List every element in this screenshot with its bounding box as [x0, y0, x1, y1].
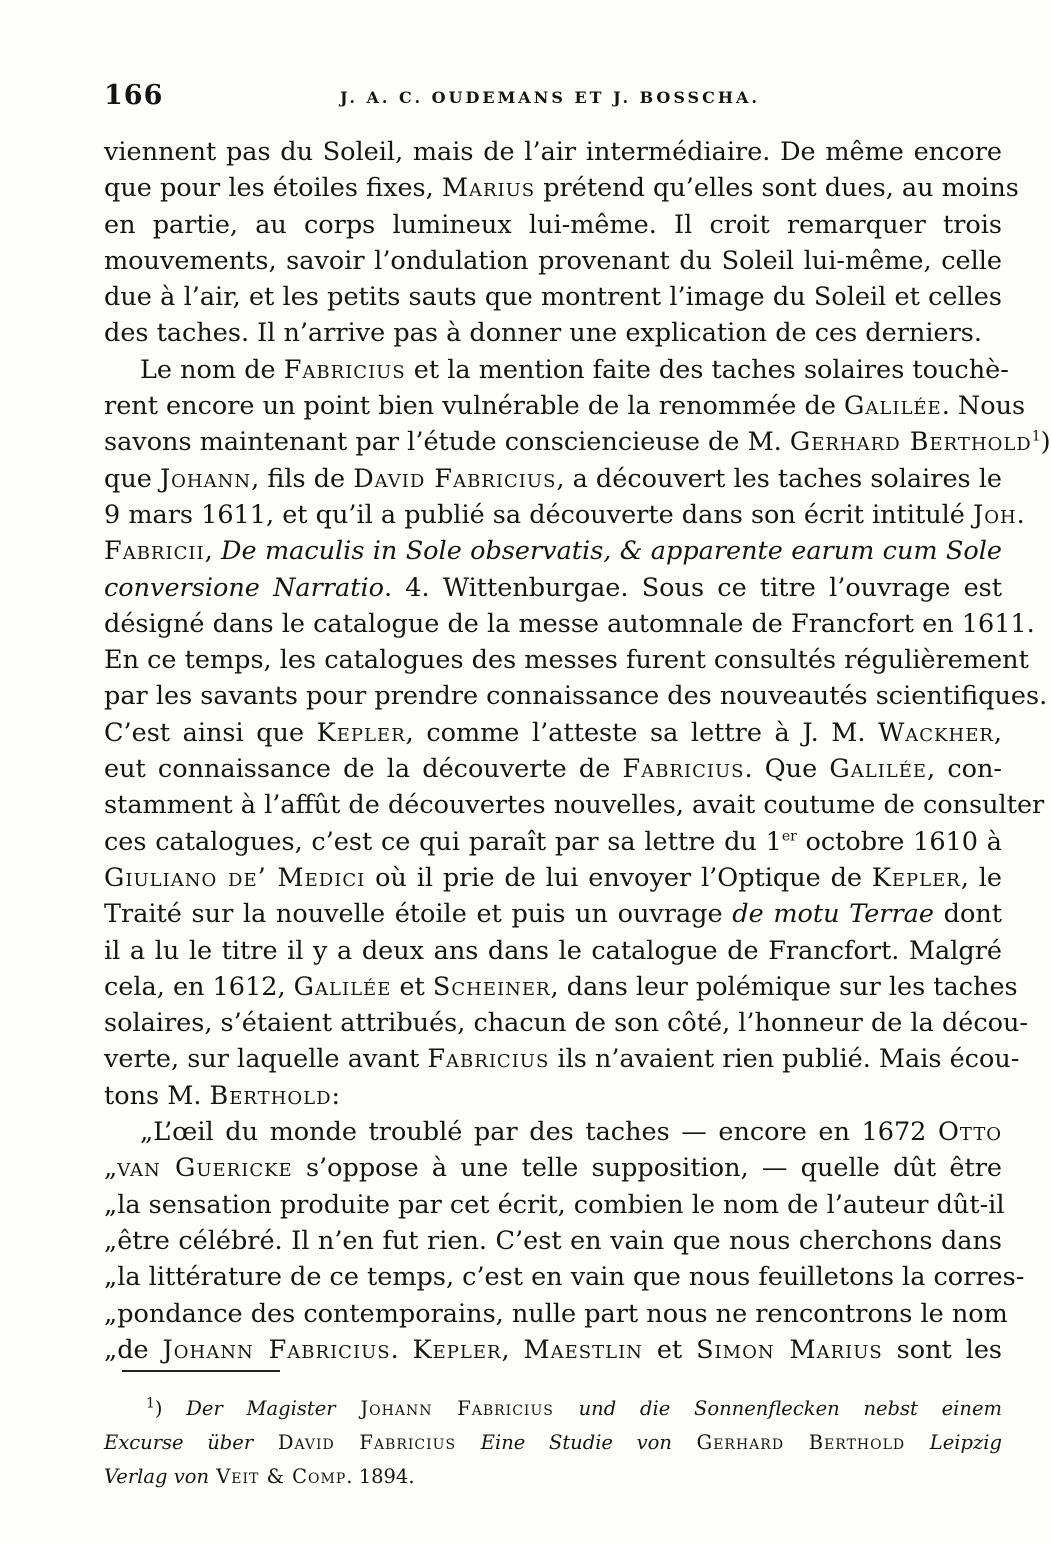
text-line: ces catalogues, c’est ce qui paraît par sa lettre du 1er octobre 1610 à	[104, 826, 1002, 857]
quote-line: „pondance des contemporains, nulle part nous ne rencontrons le nom	[104, 1298, 1008, 1329]
quote-line: „L’œil du monde troublé par des taches — encore en 1672 Otto	[140, 1117, 1002, 1148]
body-text	[104, 134, 1051, 1368]
page-number: 166	[104, 80, 164, 111]
author-name: Galilée	[829, 754, 928, 785]
author-name: Berthold	[209, 1080, 332, 1111]
text-line: en partie, au corps lumineux lui-même. Il croit remarquer trois	[104, 209, 1002, 240]
footnote	[104, 1392, 1002, 1494]
text-line: il a lu le titre il y a deux ans dans le catalogue de Francfort. Malgré	[104, 935, 1002, 966]
text-line: Giuliano de’ Medici où il prie de lui envoyer l’Optique de Kepler, le	[104, 862, 1002, 893]
footnote-rule	[122, 1370, 280, 1372]
text-line: mouvements, savoir l’ondulation provenant du Soleil lui-même, celle	[104, 245, 1002, 276]
text-line: due à l’air, et les petits sauts que montrent l’image du Soleil et celles	[104, 282, 1002, 313]
text-line: cela, en 1612, Galilée et Scheiner, dans leur polémique sur les taches	[104, 971, 1018, 1002]
author-name: Galilée	[844, 391, 942, 422]
author-name: Kepler	[316, 717, 406, 748]
author-name: David Fabricius	[253, 1431, 481, 1454]
quote-line: „van Guericke s’oppose à une telle supposition, — quelle dût être	[104, 1153, 1002, 1184]
text-line: Le nom de Fabricius et la mention faite des taches solaires touchè-	[140, 354, 1009, 385]
author-name: Galilée	[293, 971, 392, 1002]
text-line: tons M. Berthold:	[104, 1080, 341, 1111]
text-line: solaires, s’étaient attribués, chacun de son côté, l’honneur de la décou-	[104, 1008, 1029, 1039]
author-name: Fabricius	[283, 354, 406, 385]
text-line: 9 mars 1611, et qu’il a publié sa découverte dans son écrit intitulé Joh.	[104, 499, 1026, 530]
text-line: rent encore un point bien vulnérable de la renommée de Galilée. Nous	[104, 391, 1026, 422]
book-title: De maculis in Sole observatis, & apparente earum cum Sole	[221, 536, 1002, 567]
author-name: Otto	[937, 1117, 1002, 1148]
text-line: que Johann, fils de David Fabricius, a découvert les taches solaires le	[104, 463, 1002, 494]
footnote-ref: 1	[1031, 428, 1041, 445]
text-line: stamment à l’affût de découvertes nouvelles, avait coutume de consulter	[104, 790, 1045, 821]
quote-line: „de Johann Fabricius. Kepler, Maestlin et Simon Marius sont les	[104, 1334, 1002, 1365]
author-name: Kepler	[871, 862, 961, 893]
text-line: des taches. Il n’arrive pas à donner une explication de ces derniers.	[104, 318, 982, 349]
text-line: eut connaissance de la découverte de Fabricius. Que Galilée, con-	[104, 754, 1003, 785]
text-line: viennent pas du Soleil, mais de l’air intermédiaire. De même encore	[104, 137, 1002, 167]
footnote-line: $^1$) Der Magister Johann Fabricius und die Sonnenflecken nebst einem	[146, 1395, 1002, 1420]
text-line: que pour les étoiles fixes, Marius prétend qu’elles sont dues, au moins	[104, 173, 1019, 204]
footnote-marker: 1	[146, 1395, 155, 1412]
running-head: J. A. C. OUDEMANS ET J. BOSSCHA.	[340, 88, 760, 107]
author-name: Wackher	[878, 717, 994, 748]
author-name: Joh.	[972, 499, 1026, 530]
author-name: Scheiner	[432, 971, 551, 1002]
author-name: Fabricii	[104, 536, 205, 567]
author-name: Fabricius	[622, 754, 745, 785]
superscript: er	[781, 828, 797, 845]
footnote-line: Verlag von Veit & Comp. 1894.	[104, 1465, 415, 1488]
book-title: conversione Narratio	[104, 572, 384, 603]
text-line: En ce temps, les catalogues des messes furent consultés régulièrement	[104, 645, 1029, 676]
text-line: savons maintenant par l’étude consciencieuse de M. Gerhard Berthold$^1$)	[104, 427, 1051, 458]
footnote-line: Excurse über David Fabricius Eine Studie von Gerhard Berthold Leipzig	[104, 1431, 1002, 1454]
author-name: Maestlin	[523, 1334, 643, 1365]
author-name: Simon Marius	[696, 1334, 883, 1365]
author-name: Marius	[441, 173, 536, 204]
quote-line: „la sensation produite par cet écrit, combien le nom de l’auteur dût-il	[104, 1189, 1005, 1220]
text-line: désigné dans le catalogue de la messe automnale de Francfort en 1611.	[104, 608, 1035, 639]
author-name: Gerhard Berthold	[789, 427, 1032, 458]
text-line: Fabricii, De maculis in Sole observatis, & apparente earum cum Sole	[104, 536, 1002, 567]
text-line: Traité sur la nouvelle étoile et puis un ouvrage de motu Terrae dont	[104, 899, 1002, 930]
author-name: Kepler	[412, 1334, 502, 1365]
text-line: verte, sur laquelle avant Fabricius ils n’avaient rien publié. Mais écou-	[104, 1044, 1020, 1075]
author-name: Johann	[159, 463, 252, 494]
text-line: par les savants pour prendre connaissance des nouveautés scientifiques.	[104, 681, 1048, 712]
book-title: de motu Terrae	[732, 899, 934, 930]
author-name: van Guericke	[117, 1153, 293, 1184]
quote-line: „la littérature de ce temps, c’est en vain que nous feuilletons la corres-	[104, 1262, 1025, 1293]
author-name: Fabricius	[427, 1044, 550, 1075]
author-name: Giuliano de’ Medici	[104, 862, 366, 893]
text-line: C’est ainsi que Kepler, comme l’atteste sa lettre à J. M. Wackher,	[104, 717, 1003, 748]
publisher-name: Veit & Comp	[209, 1465, 347, 1488]
text-line: conversione Narratio. 4. Wittenburgae. Sous ce titre l’ouvrage est	[104, 572, 1002, 603]
author-name: Johann Fabricius	[162, 1334, 391, 1365]
author-name: Gerhard Berthold	[671, 1431, 930, 1454]
quote-line: „être célébré. Il n’en fut rien. C’est en vain que nous cherchons dans	[104, 1225, 1002, 1256]
author-name: David Fabricius	[353, 463, 557, 494]
author-name: Johann Fabricius	[335, 1397, 579, 1420]
